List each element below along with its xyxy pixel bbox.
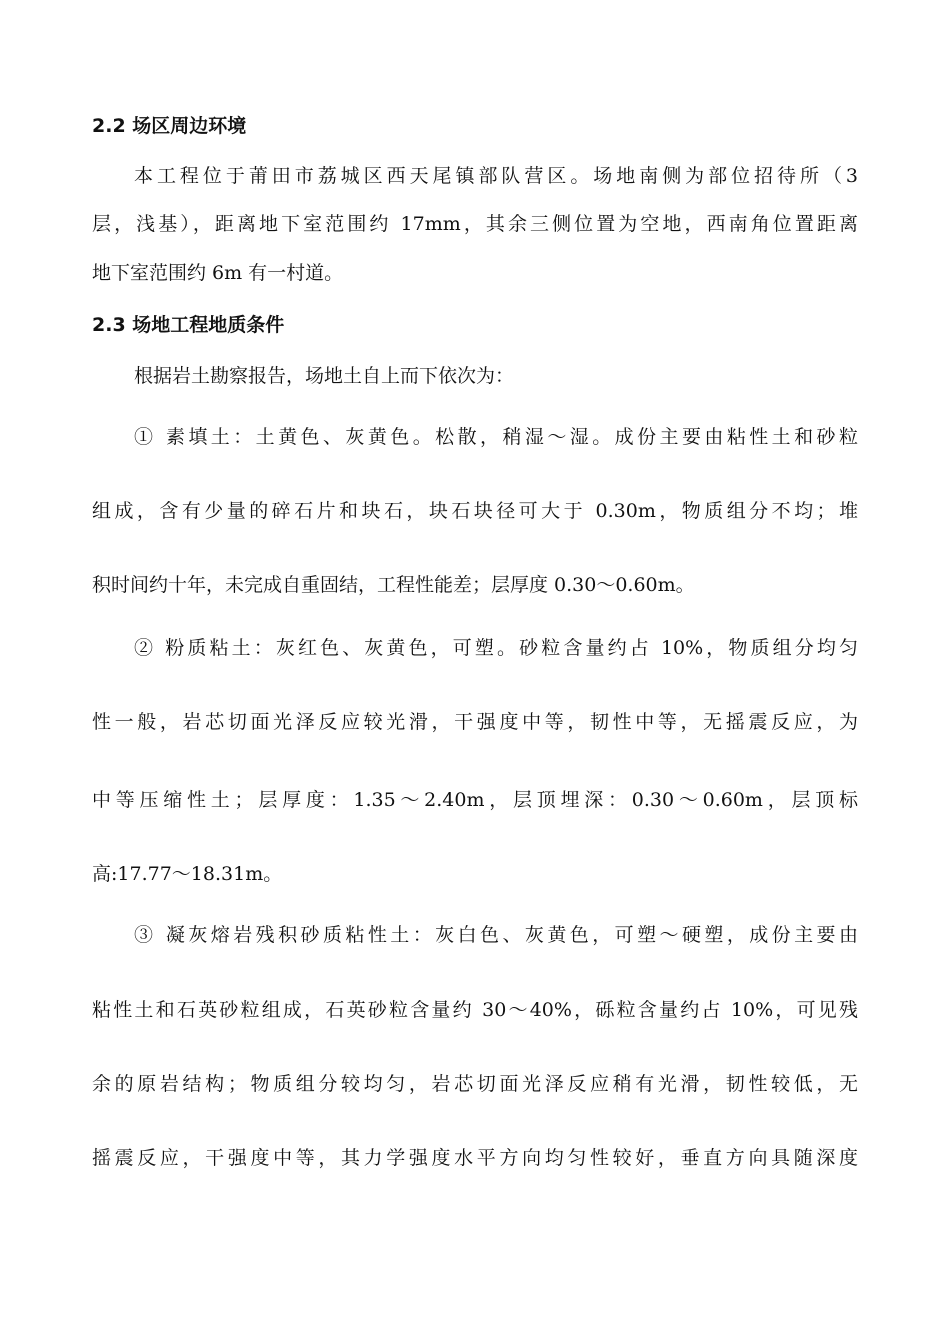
intro-line: 根据岩土勘察报告，场地土自上而下依次为： (134, 365, 515, 387)
layer-3-line: ③ 凝灰熔岩残积砂质粘性土：灰白色、灰黄色，可塑～硬塑，成份主要由 (134, 924, 858, 946)
layer-1-line: ① 素填土：土黄色、灰黄色。松散，稍湿～湿。成份主要由粘性土和砂粒 (134, 426, 858, 448)
layer-1-line: 组成，含有少量的碎石片和块石，块石块径可大于 0.30m，物质组分不均；堆 (92, 500, 858, 522)
paragraph-line: 本工程位于莆田市荔城区西天尾镇部队营区。场地南侧为部位招待所（3 (134, 165, 858, 187)
paragraph-line: 层，浅基），距离地下室范围约 17mm，其余三侧位置为空地，西南角位置距离 (92, 213, 858, 235)
layer-3-line: 余的原岩结构；物质组分较均匀，岩芯切面光泽反应稍有光滑，韧性较低，无 (92, 1073, 858, 1095)
section-heading-2-3: 2.3 场地工程地质条件 (92, 314, 285, 336)
layer-2-line: ② 粉质粘土：灰红色、灰黄色，可塑。砂粒含量约占 10%，物质组分均匀 (134, 637, 858, 659)
layer-2-line: 高:17.77～18.31m。 (92, 863, 283, 885)
section-heading-2-2: 2.2 场区周边环境 (92, 115, 247, 137)
paragraph-line: 地下室范围约 6m 有一村道。 (92, 262, 344, 284)
layer-3-line: 粘性土和石英砂粒组成，石英砂粒含量约 30～40%，砾粒含量约占 10%，可见残 (92, 999, 858, 1021)
layer-2-line: 中等压缩性土；层厚度：1.35～2.40m，层顶埋深：0.30～0.60m，层顶标 (92, 789, 858, 811)
layer-3-line: 摇震反应，干强度中等，其力学强度水平方向均匀性较好，垂直方向具随深度 (92, 1147, 858, 1169)
layer-1-line: 积时间约十年，未完成自重固结，工程性能差；层厚度 0.30～0.60m。 (92, 574, 695, 596)
layer-2-line: 性一般，岩芯切面光泽反应较光滑，干强度中等，韧性中等，无摇震反应，为 (92, 711, 858, 733)
